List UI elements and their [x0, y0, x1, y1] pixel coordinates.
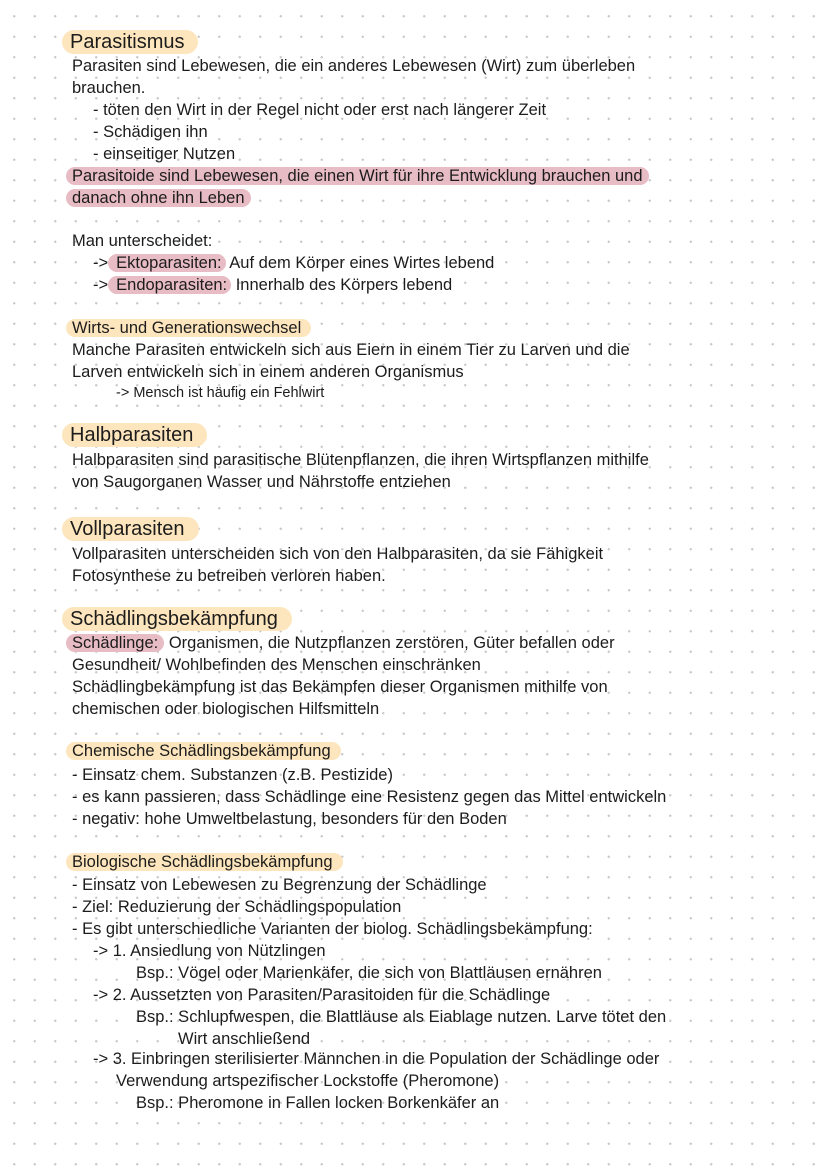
list-item: - einseitiger Nutzen — [93, 145, 236, 163]
heading-text: Vollparasiten — [62, 517, 199, 541]
text-line: Gesundheit/ Wohlbefinden des Menschen einschränken — [72, 656, 481, 674]
heading-schaedlingsbekaempfung — [72, 606, 292, 632]
heading-text: Biologische Schädlingsbekämpfung — [66, 853, 343, 871]
list-item: - Schädigen ihn — [93, 123, 208, 141]
list-item: - es kann passieren, dass Schädlinge eine Resistenz gegen das Mittel entwickeln — [72, 788, 667, 806]
parasitoide-line — [72, 187, 251, 209]
variant-line: Verwendung artspezifischer Lockstoffe (Pheromone) — [116, 1072, 500, 1090]
example-line: Bsp.: Vögel oder Marienkäfer, die sich von Blattläusen ernähren — [136, 964, 602, 982]
example-line: Wirt anschließend — [178, 1030, 311, 1048]
text-line: von Saugorganen Wasser und Nährstoffe entziehen — [72, 473, 451, 491]
text-line: Larven entwickeln sich in einem anderen Organismus — [72, 363, 464, 381]
variant-line: -> 2. Aussetzten von Parasiten/Parasitoiden für die Schädlinge — [93, 986, 551, 1004]
list-item: - Ziel: Reduzierung der Schädlingspopulation — [72, 898, 402, 916]
heading-halbparasiten — [72, 422, 207, 448]
text-line: brauchen. — [72, 79, 146, 97]
heading-text: Chemische Schädlingsbekämpfung — [66, 742, 341, 760]
heading-vollparasiten — [72, 516, 199, 542]
ekto-term: Ektoparasiten: — [108, 254, 225, 272]
text-line: Manche Parasiten entwickeln sich aus Eiern in einem Tier zu Larven und die — [72, 341, 630, 359]
text-line: Halbparasiten sind parasitische Blütenpflanzen, die ihren Wirtspflanzen mithilfe — [72, 451, 649, 469]
heading-chemisch — [72, 740, 341, 762]
text-line: Vollparasiten unterscheiden sich von den Halbparasiten, da sie Fähigkeit — [72, 545, 604, 563]
arrow: -> — [93, 276, 109, 294]
heading-text: Parasitismus — [62, 30, 198, 54]
heading-parasitismus — [72, 29, 198, 55]
highlight-pink: danach ohne ihn Leben — [66, 189, 251, 207]
list-item: - Es gibt unterschiedliche Varianten der biolog. Schädlingsbekämpfung: — [72, 920, 593, 938]
heading-text: Wirts- und Generationswechsel — [66, 319, 311, 337]
list-item: - negativ: hohe Umweltbelastung, besonders für den Boden — [72, 810, 507, 828]
heading-text: Halbparasiten — [62, 423, 207, 447]
text-line: Parasiten sind Lebewesen, die ein anderes Lebewesen (Wirt) zum überleben — [72, 57, 636, 75]
endo-line — [93, 274, 452, 296]
note-line: -> Mensch ist häufig ein Fehlwirt — [116, 385, 325, 401]
highlight-pink: Parasitoide sind Lebewesen, die einen Wirt für ihre Entwicklung brauchen und — [66, 167, 649, 185]
endo-text: Innerhalb des Körpers lebend — [231, 276, 453, 294]
heading-wirtswechsel — [72, 317, 311, 339]
example-line: Bsp.: Schlupfwespen, die Blattläuse als Eiablage nutzen. Larve tötet den — [136, 1008, 667, 1026]
arrow: -> — [93, 254, 109, 272]
list-item: - Einsatz chem. Substanzen (z.B. Pestizide) — [72, 766, 393, 784]
schaedlinge-term: Schädlinge: — [66, 634, 164, 652]
heading-text: Schädlingsbekämpfung — [62, 607, 292, 631]
text-line: Fotosynthese zu betreiben verloren haben. — [72, 567, 386, 585]
parasitoide-line — [72, 165, 649, 187]
text-line: Man unterscheidet: — [72, 232, 213, 250]
ekto-text: Auf dem Körper eines Wirtes lebend — [225, 254, 495, 272]
heading-biologisch — [72, 851, 343, 873]
variant-line: -> 3. Einbringen sterilisierter Männchen in die Population der Schädlinge oder — [93, 1050, 660, 1068]
text-line: Schädlingbekämpfung ist das Bekämpfen dieser Organismen mithilfe von — [72, 678, 608, 696]
variant-line: -> 1. Ansiedlung von Nützlingen — [93, 942, 326, 960]
list-item: - Einsatz von Lebewesen zu Begrenzung der Schädlinge — [72, 876, 487, 894]
list-item: - töten den Wirt in der Regel nicht oder erst nach längerer Zeit — [93, 101, 547, 119]
endo-term: Endoparasiten: — [108, 276, 231, 294]
text-line: chemischen oder biologischen Hilfsmitteln — [72, 700, 380, 718]
ekto-line — [93, 252, 494, 274]
text-rest: Organismen, die Nutzpflanzen zerstören, Güter befallen oder — [164, 634, 615, 652]
schaedlinge-line — [72, 632, 615, 654]
example-line: Bsp.: Pheromone in Fallen locken Borkenkäfer an — [136, 1094, 500, 1112]
